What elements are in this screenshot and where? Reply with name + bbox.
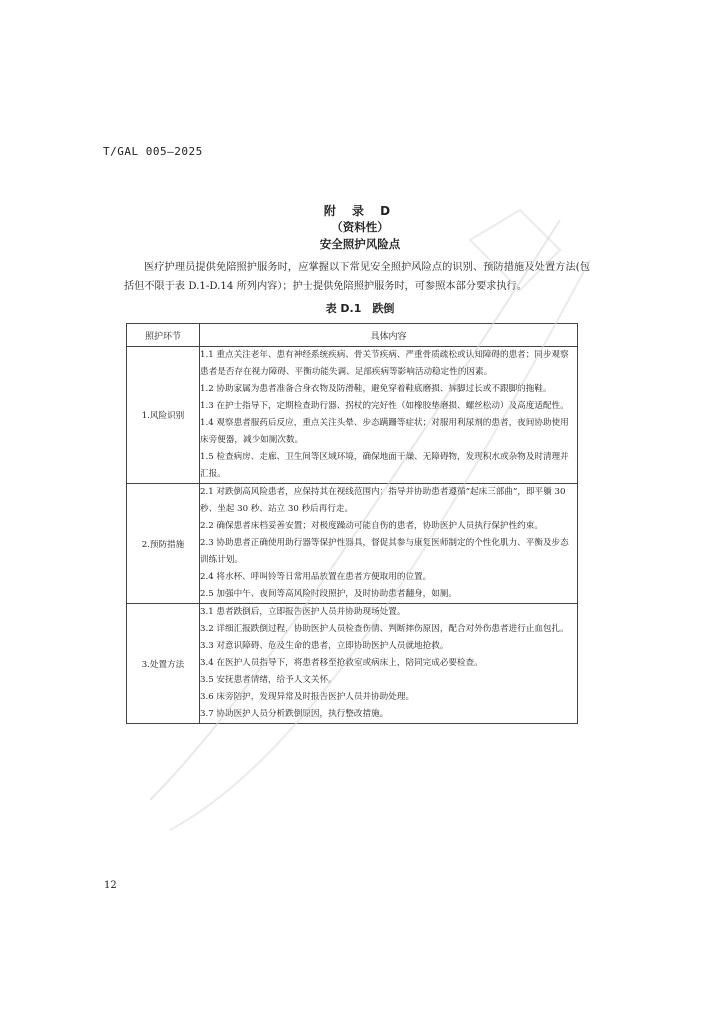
content-cell <box>200 484 578 604</box>
content-item: 1.5 检查病房、走廊、卫生间等区域环境，确保地面干燥、无障碍物，发现积水或杂物及时清理并汇报。 <box>200 452 569 479</box>
page-number: 12 <box>104 880 117 891</box>
content-item: 1.1 重点关注老年、患有神经系统疾病、骨关节疾病、严重骨质疏松或认知障碍的患者；同步观察患者是否存在视力障碍、平衡功能失调、足部疾病等影响活动稳定性的因素。 <box>200 350 569 377</box>
table-row <box>127 604 578 724</box>
content-item: 2.3 协助患者正确使用助行器等保护性器具，督促其参与康复医师制定的个性化肌力、平衡及步态训练计划。 <box>200 538 569 565</box>
content-item: 3.1 患者跌倒后，立即报告医护人员并协助现场处置。 <box>200 607 406 617</box>
content-item: 3.6 床旁陪护，发现异常及时报告医护人员并协助处理。 <box>200 692 415 702</box>
appendix-title: 附 录 D <box>323 204 397 218</box>
stage-cell: 3.处置方法 <box>127 604 200 724</box>
content-item: 3.3 对意识障碍、危及生命的患者，立即协助医护人员就地抢救。 <box>200 641 449 651</box>
content-item: 2.5 加强中午、夜间等高风险时段照护，及时协助患者翻身，如厕。 <box>200 589 458 599</box>
content-item: 3.7 协助医护人员分析跌倒原因，执行整改措施。 <box>200 709 389 719</box>
stage-cell: 2.预防措施 <box>127 484 200 604</box>
content-item: 3.5 安抚患者情绪，给予人文关怀。 <box>200 675 337 685</box>
appendix-subject: 安全照护风险点 <box>319 237 401 251</box>
column-header-stage: 照护环节 <box>127 324 200 347</box>
content-cell <box>200 604 578 724</box>
content-item: 2.4 将水杯、呼叫铃等日常用品放置在患者方便取用的位置。 <box>200 572 432 582</box>
content-item: 3.4 在医护人员指导下，将患者移至抢救室或病床上，陪同完成必要检查。 <box>200 658 483 668</box>
content-item: 1.3 在护士指导下，定期检查助行器、拐杖的完好性（如橡胶垫磨损、螺丝松动）及高度适配性。 <box>200 401 569 411</box>
intro-paragraph: 医疗护理员提供免陪照护服务时，应掌握以下常见安全照护风险点的识别、预防措施及处置方法(包括但不限于表 D.1-D.14 所列内容）；护士提供免陪照护服务时，可参照本部分要求执行。 <box>124 262 590 292</box>
stage-cell: 1.风险识别 <box>127 347 200 484</box>
table-header-row <box>127 324 578 347</box>
table-row <box>127 347 578 484</box>
table-caption: 表 D.1 跌倒 <box>325 302 395 315</box>
content-item: 1.4 观察患者服药后反应，重点关注头晕、步态蹒跚等症状；对服用利尿剂的患者，夜间协助使用床旁便器，减少如厕次数。 <box>200 418 569 445</box>
risk-table <box>126 323 578 724</box>
standard-code: T/GAL 005—2025 <box>103 145 203 158</box>
appendix-type: （资料性） <box>331 220 389 234</box>
table-row <box>127 484 578 604</box>
content-cell <box>200 347 578 484</box>
content-item: 1.2 协助家属为患者准备合身衣物及防滑鞋，避免穿着鞋底磨损、裤脚过长或不跟脚的拖鞋。 <box>200 384 552 394</box>
content-item: 2.1 对跌倒高风险患者，应保持其在视线范围内；指导并协助患者遵循“起床三部曲”，即平躺 30 秒、坐起 30 秒、站立 30 秒后再行走。 <box>200 487 566 514</box>
content-item: 2.2 确保患者床档妥善安置；对极度躁动可能自伤的患者，协助医护人员执行保护性约束。 <box>200 521 543 531</box>
column-header-content: 具体内容 <box>200 324 578 347</box>
content-item: 3.2 详细汇报跌倒过程，协助医护人员检查伤情、判断摔伤原因，配合对外伤患者进行止血包扎。 <box>200 624 569 634</box>
